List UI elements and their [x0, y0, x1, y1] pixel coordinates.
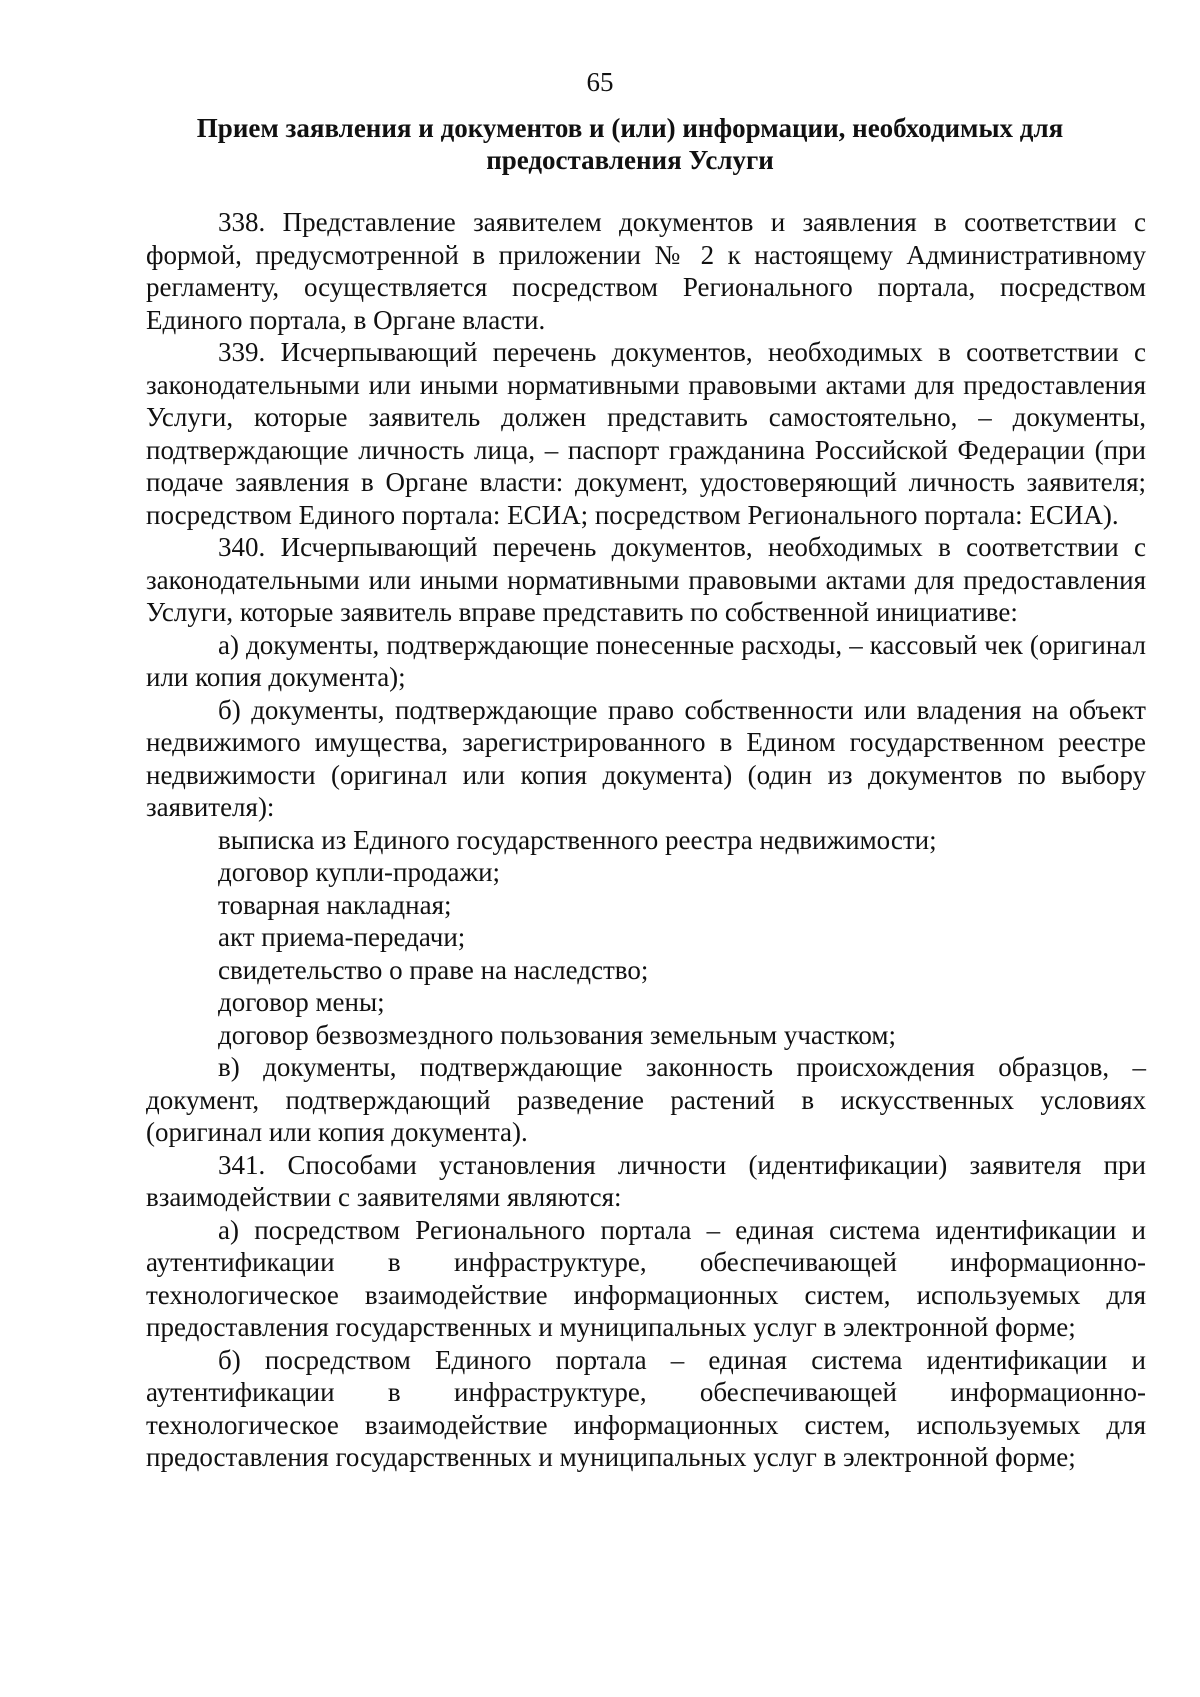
list-item: договор купли-продажи; [218, 857, 501, 887]
list-item: договор мены; [218, 987, 385, 1017]
list-item: акт приема-передачи; [218, 922, 466, 952]
paragraph-341-b: б) посредством Единого портала – единая система идентификации и аутентификации в инфраструктуре, обеспечивающей информационно-технологическое взаимодействие информационных систем, используемых для предоставления государственных и муниципальных услуг в электронной форме; [146, 1344, 1146, 1472]
list-item: товарная накладная; [218, 889, 452, 920]
list-item: свидетельство о праве на наследство; [218, 954, 649, 985]
paragraph-338: 338. Представление заявителем документов и заявления в соответствии с формой, предусмотренной в приложении № 2 к настоящему Административному регламенту, осуществляется посредством Регионального портала, посредством Единого портала, в Органе власти. [146, 207, 1146, 335]
paragraph-340-a: а) документы, подтверждающие понесенные расходы, – кассовый чек (оригинал или копия документа); [146, 629, 1146, 692]
paragraph-339: 339. Исчерпывающий перечень документов, необходимых в соответствии с законодательными или иными нормативными правовыми актами для предоставления Услуги, которые заявитель должен представить самостоятельно, – документы, подтверждающие личность лица, – паспорт гражданина Российской Федерации (при подаче заявления в Органе власти: документ, удостоверяющий личность заявителя; посредством Единого портала: ЕСИА; посредством Регионального портала: ЕСИА). [146, 337, 1146, 530]
list-item: договор безвозмездного пользования земельным участком; [218, 1019, 897, 1050]
list-item: выписка из Единого государственного реестра недвижимости; [218, 824, 937, 855]
paragraph-340: 340. Исчерпывающий перечень документов, необходимых в соответствии с законодательными или иными нормативными правовыми актами для предоставления Услуги, которые заявитель вправе представить по собственной инициативе: [146, 532, 1146, 627]
page-number: 65 [586, 67, 614, 97]
document-body [146, 206, 1146, 1474]
paragraph-341-a: а) посредством Регионального портала – единая система идентификации и аутентификации в инфраструктуре, обеспечивающей информационно-технологическое взаимодействие информационных систем, используемых для предоставления государственных и муниципальных услуг в электронной форме; [146, 1214, 1146, 1342]
paragraph-341: 341. Способами установления личности (идентификации) заявителя при взаимодействии с заявителями являются: [146, 1149, 1146, 1212]
paragraph-340-v: в) документы, подтверждающие законность происхождения образцов, – документ, подтверждающий разведение растений в искусственных условиях (оригинал или копия документа). [146, 1052, 1146, 1147]
section-heading-line-1: Прием заявления и документов и (или) информации, необходимых для [196, 113, 1064, 143]
section-heading-line-2: предоставления Услуги [486, 145, 774, 175]
section-heading [146, 112, 1114, 176]
paragraph-340-b: б) документы, подтверждающие право собственности или владения на объект недвижимого имущества, зарегистрированного в Едином государственном реестре недвижимости (оригинал или копия документа) (один из документов по выбору заявителя): [146, 694, 1146, 822]
